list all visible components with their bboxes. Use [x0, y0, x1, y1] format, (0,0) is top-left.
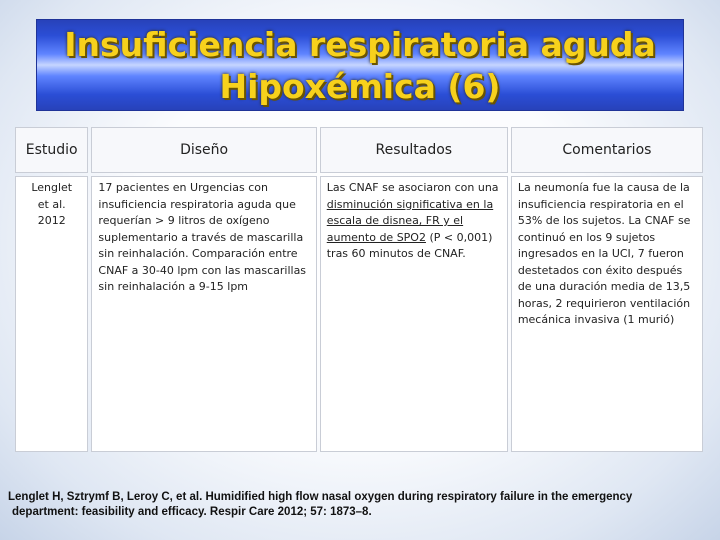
- cell-estudio: [15, 176, 88, 452]
- estudio-line: Lenglet: [31, 181, 73, 194]
- estudio-line: 2012: [37, 214, 66, 227]
- slide-title-line-2: Hipoxémica (6): [219, 67, 501, 106]
- citation-line-1: Lenglet H, Sztrymf B, Leroy C, et al. Humidified high flow nasal oxygen during respiratory failure in the emergency: [8, 491, 633, 503]
- header-estudio: Estudio: [15, 127, 88, 173]
- header-comentarios: Comentarios: [511, 127, 703, 173]
- cell-resultados: [320, 176, 508, 452]
- study-table: [12, 124, 706, 455]
- cell-diseno: 17 pacientes en Urgencias con insuficiencia respiratoria aguda que requerían > 9 litros de oxígeno suplementario a través de mascarilla sin reinhalación. Comparación entre CNAF a 30-40 lpm con las mascarillas sin reinhalación a 9-15 lpm: [91, 176, 316, 452]
- slide-title-line-1: Insuficiencia respiratoria aguda: [64, 25, 656, 64]
- header-diseno: Diseño: [91, 127, 316, 173]
- header-resultados: Resultados: [320, 127, 508, 173]
- cell-comentarios: La neumonía fue la causa de la insuficiencia respiratoria en el 53% de los sujetos. La CNAF se continuó en los 9 sujetos ingresados en la UCI, 7 fueron destetados con éxito después de una duración media de 13,5 horas, 2 requirieron ventilación mecánica invasiva (1 murió): [511, 176, 703, 452]
- resultados-suffix: (P < 0,001) tras 60 minutos de CNAF.: [326, 230, 493, 260]
- citation-line-2: department: feasibility and efficacy. Respir Care 2012; 57: 1873–8.: [12, 506, 372, 518]
- table-row: [15, 176, 703, 452]
- resultados-highlight: disminución significativa en la escala de disnea, FR y el aumento de SPO2: [326, 197, 494, 244]
- table-header-row: [15, 127, 703, 173]
- reference-citation: [8, 490, 712, 520]
- resultados-prefix: Las CNAF se asociaron con una: [326, 181, 499, 194]
- title-banner: [36, 19, 684, 111]
- estudio-line: et al.: [37, 197, 66, 211]
